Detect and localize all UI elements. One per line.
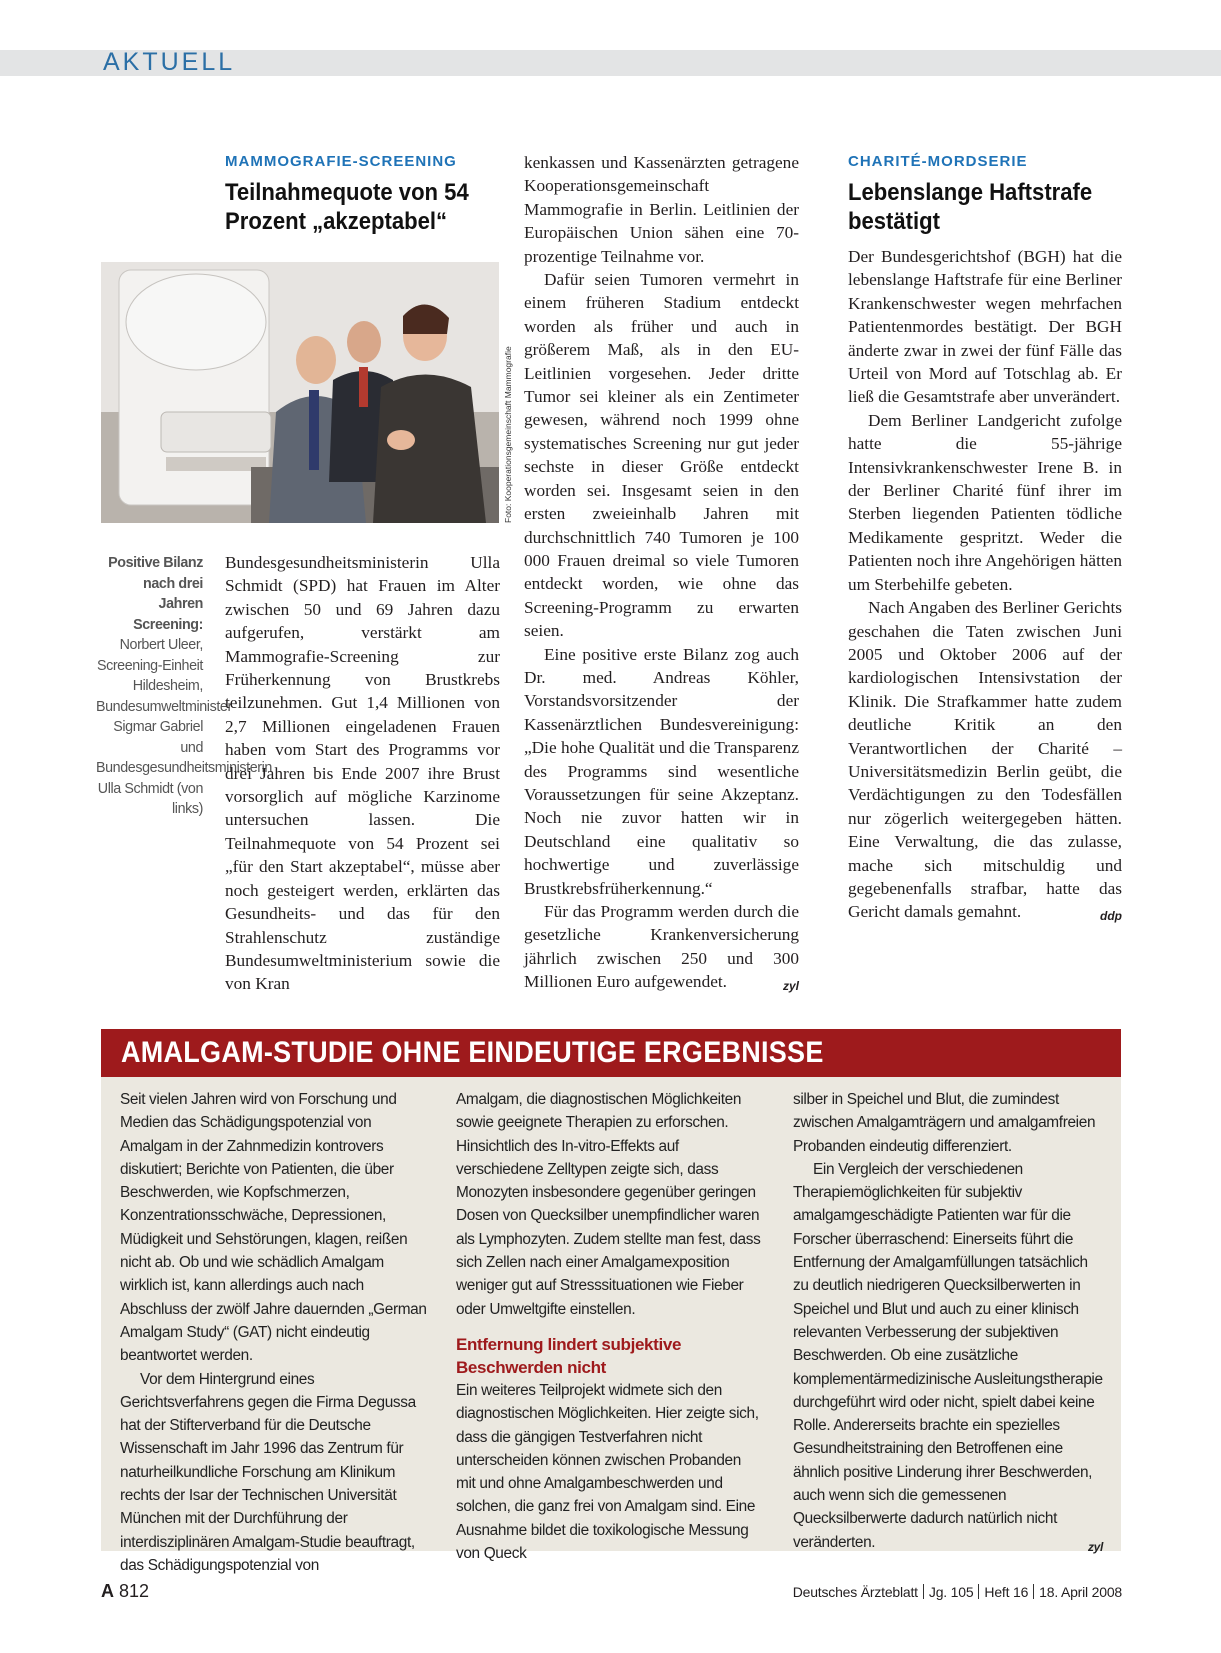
photo-caption [96, 553, 272, 820]
box-col1-paragraph2: Vor dem Hintergrund eines Gerichtsverfahrens gegen die Firma Degussa hat der Stifterverband für die Deutsche Wissenschaft im Jahr 1996 das Zentrum für naturheilkundliche Forschung am Klinikum rechts der Isar der Technischen Universität München mit der Durchführung der interdisziplinären Amalgam-Studie beauftragt, das Schädigungspotenzial von [120, 1370, 416, 1574]
box-column2 [456, 1088, 763, 1565]
article1-col2-paragraph4 [524, 900, 799, 994]
box-col3-paragraph1: silber in Speichel und Blut, die zumindest zwischen Amalgamträgern und amalgamfreien Probanden eindeutig differenziert. [793, 1091, 1096, 1155]
article1-kicker: MAMMOGRAFIE-SCREENING [225, 153, 457, 170]
info-box-title: AMALGAM-STUDIE OHNE EINDEUTIGE ERGEBNISSE [121, 1036, 824, 1069]
article1-col2-paragraph2: Dafür seien Tumoren vermehrt in einem früheren Stadium entdeckt worden als früher und auch in größerem Maß, als in den EU-Leitlinien vorgesehen. Jeder dritte Tumor sei kleiner als ein Zentimeter gewesen, während noch 1999 ohne systematisches Screening nur gut jeder sechste in dieser Größe entdeckt worden sei. Insgesamt seien in den ersten zweieinhalb Jahren mit durchschnittlich 740 Tumoren je 100 000 Frauen dreimal so viele Tumoren entdeckt worden, wie ohne das Screening-Programm zu erwarten seien. [524, 270, 799, 641]
box-column1 [120, 1088, 427, 1577]
box-col2-paragraph2: Ein weiteres Teilprojekt widmete sich den diagnostischen Möglichkeiten. Hier zeigte sich, dass die gängigen Testverfahren nicht unterscheiden können zwischen Probanden mit und ohne Amalgambeschwerden und solchen, die ganz frei von Amalgam sind. Eine Ausnahme bildet die toxikologische Messung von Queck [456, 1381, 759, 1563]
article2-paragraph1: Der Bundesgerichtshof (BGH) hat die lebenslange Haftstrafe für eine Berliner Krankenschwester wegen mehrfachen Patientenmordes bestätigt. Der BGH änderte zwar in zwei der fünf Fälle das Urteil von Mord auf Totschlag ab. Er ließ die Gesamtstrafe aber unverändert. [848, 247, 1122, 407]
article1-column2 [524, 151, 799, 999]
article2-paragraph3-text: Nach Angaben des Berliner Gerichts geschahen die Taten zwischen Juni 2005 und Oktober 2006 auf der kardiologischen Intensivstation der Klinik. Die Strafkammer hatte zudem deutliche Kritik an den Verantwortlichen der Charité – Universitätsmedizin Berlin geübt, die Verdächtigungen zu den Todesfällen nur zögerlich weitergegeben hätten. Eine Verwaltung, die das zulasse, mache sich mitschuldig und gegebenenfalls strafbar, hatte das Gericht damals gemahnt. [848, 598, 1122, 922]
box-col1-paragraph1: Seit vielen Jahren wird von Forschung und Medien das Schädigungspotenzial von Amalgam in der Zahnmedizin kontrovers diskutiert; Berichte von Patienten, die über Beschwerden, wie Kopfschmerzen, Konzentrationsschwäche, Depressionen, Müdigkeit und Sehstörungen, klagen, reißen nicht ab. Ob und wie schädlich Amalgam wirklich ist, kann allerdings auch nach Abschluss der zwölf Jahre dauernden „German Amalgam Study“ (GAT) nicht eindeutig beantwortet werden. [120, 1091, 427, 1365]
journal-volume: Jg. 105 [928, 1584, 974, 1600]
photo-credit: Foto: Kooperationsgemeinschaft Mammografie [503, 346, 513, 523]
box-col3-paragraph2 [793, 1158, 1103, 1554]
article2-signature: ddp [1100, 909, 1122, 924]
box-col2-paragraph1: Amalgam, die diagnostischen Möglichkeiten sowie geeignete Therapien zu erforschen. Hinsichtlich des In-vitro-Effekts auf verschiedene Zelltypen zeigte sich, dass Monozyten insbesondere gegenüber geringen Dosen von Quecksilber unempfindlicher waren als Lymphozyten. Zudem stellte man fest, dass sich Zellen nach einer Amalgamexposition weniger gut auf Stresssituationen wie Fieber oder Umweltgifte einstellen. [456, 1091, 761, 1318]
article1-title [225, 178, 469, 236]
article2-column [848, 245, 1122, 929]
journal-info [793, 1583, 1122, 1601]
footer-separator [1033, 1584, 1034, 1599]
box-signature: zyl [1088, 1539, 1103, 1554]
caption-text: Norbert Uleer, Screening-Einheit Hildesheim, Bundesumweltminister Sigmar Gabriel und Bundesgesundheitsministerin Ulla Schmidt (von links) [96, 637, 272, 817]
article2-title-line1: Lebenslange Haftstrafe [848, 179, 1093, 206]
journal-date: 18. April 2008 [1039, 1584, 1122, 1600]
article1-signature: zyl [782, 979, 799, 994]
page-prefix: A [101, 1581, 114, 1601]
footer-separator [923, 1584, 924, 1599]
article1-col1-paragraph: Bundesgesundheitsministerin Ulla Schmidt (SPD) hat Frauen im Alter zwischen 50 und 69 Jahren dazu aufgerufen, verstärkt am Mammografie-Screening zur Früherkennung von Brustkrebs teilzunehmen. Gut 1,4 Millionen von 2,7 Millionen eingeladenen Frauen haben vom Start des Programms vor drei Jahren bis Ende 2007 ihre Brust vorsorglich auf mögliche Karzinome untersuchen lassen. Die Teilnahmequote von 54 Prozent sei „für den Start akzeptabel“, müsse aber noch gesteigert werden, erklärten das Gesundheits- und das für den Strahlenschutz zuständige Bundesumweltministerium sowie die von Kran [225, 553, 500, 994]
article1-column1 [225, 551, 500, 996]
article2-paragraph2: Dem Berliner Landgericht zufolge hatte die 55-jährige Intensivkrankenschwester Irene B. in der Berliner Charité fünf ihrer im Sterben liegenden Patienten tödliche Medikamente gespritzt. Weder die Patienten noch ihre Angehörigen hätten um Sterbehilfe gebeten. [848, 410, 1122, 594]
page-number-value: 812 [119, 1581, 150, 1601]
article1-col2-paragraph4-text: Für das Programm werden durch die gesetzliche Krankenversicherung jährlich zwischen 250 und 300 Millionen Euro aufgewendet. [524, 902, 799, 992]
article1-title-line1: Teilnahmequote von 54 [225, 179, 469, 206]
article2-title-line2: bestätigt [848, 208, 941, 235]
article1-col2-paragraph3: Eine positive erste Bilanz zog auch Dr. med. Andreas Köhler, Vorstandsvorsitzender der Kassenärztlichen Bundesvereinigung: „Die hohe Qualität und die Transparenz des Programms sind wesentliche Voraussetzungen für seine Akzeptanz. Noch nie zuvor hatten wir in Deutschland eine qualitativ so hochwertige und zuverlässige Brustkrebsfrüherkennung.“ [524, 644, 799, 898]
page-number [101, 1580, 149, 1602]
section-label: AKTUELL [103, 48, 236, 76]
journal-name: Deutsches Ärzteblatt [792, 1584, 918, 1600]
box-col3-paragraph2-text: Ein Vergleich der verschiedenen Therapiemöglichkeiten für subjektiv amalgamgeschädigte Patienten war für die Forscher überraschend: Einerseits führt die Entfernung der Amalgamfüllungen tatsächlich zu deutlich niedrigeren Quecksilberwerten in Speichel und Blut und auch zu einer klinisch relevanten Verbesserung der subjektiven Beschwerden. Ob eine zusätzliche komplementärmedizinische Ausleitungstherapie durchgeführt wird oder nicht, spielt dabei keine Rolle. Andererseits brachte ein spezielles Gesundheitstraining den Betroffenen eine ähnlich positive Linderung ihrer Beschwerden, auch wenn sich die gemessenen Quecksilberwerte dadurch natürlich nicht veränderten. [793, 1160, 1103, 1551]
article1-col2-paragraph1: kenkassen und Kassenärzten getragene Kooperationsgemeinschaft Mammografie in Berlin. Leitlinien der Europäischen Union sähen eine 70-prozentige Teilnahme vor. [524, 153, 799, 266]
box-column3 [793, 1088, 1103, 1559]
photo-illustration [101, 262, 499, 523]
article2-paragraph3 [848, 596, 1122, 924]
journal-issue: Heft 16 [984, 1584, 1029, 1600]
caption-bold: Positive Bilanz nach drei Jahren Screening: [108, 555, 203, 633]
article2-title [848, 178, 1092, 236]
article-photo [101, 262, 499, 523]
box-subheading: Entfernung lindert subjektive Beschwerden nicht [456, 1334, 682, 1377]
article1-title-line2: Prozent „akzeptabel“ [225, 208, 448, 235]
footer-separator [978, 1584, 979, 1599]
article2-kicker: CHARITÉ-MORDSERIE [848, 153, 1028, 170]
